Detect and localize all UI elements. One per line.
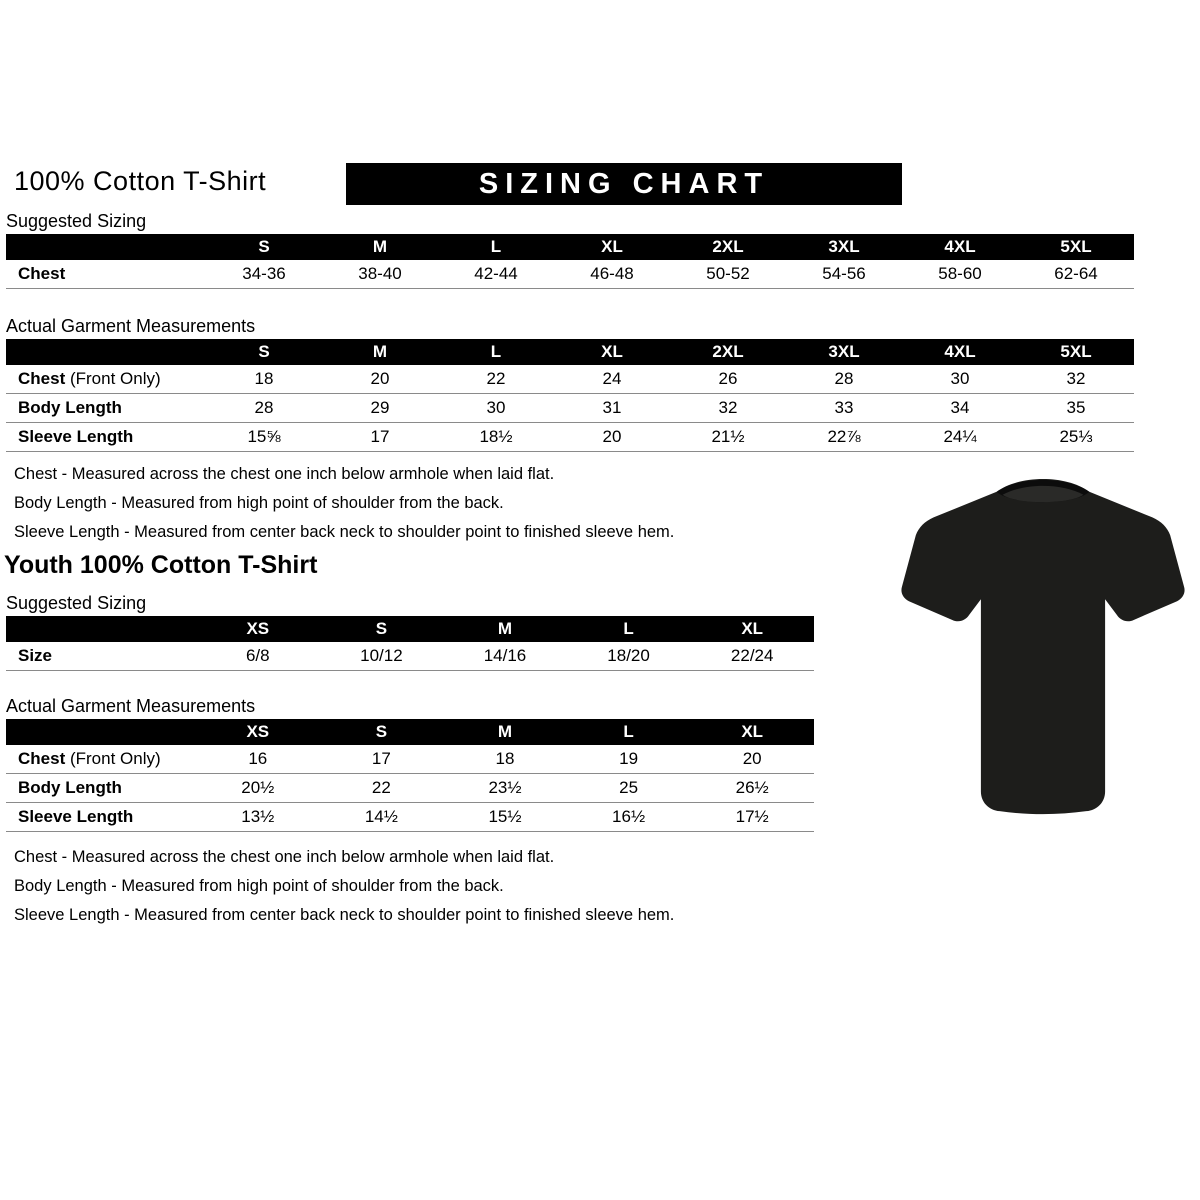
size-value-cell: 30: [902, 365, 1018, 394]
table-row: [6, 745, 814, 774]
note-sleeve-length: Sleeve Length - Measured from center back neck to shoulder point to finished sleeve hem.: [14, 906, 675, 924]
size-value-cell: 26: [670, 365, 786, 394]
header-spacer-cell: [6, 234, 206, 260]
size-value-cell: 20: [554, 423, 670, 452]
row-label: Body Length: [6, 774, 196, 803]
table-row: [6, 803, 814, 832]
size-value-cell: 20: [322, 365, 438, 394]
page-title: 100% Cotton T-Shirt: [14, 166, 267, 196]
size-value-cell: 10/12: [320, 642, 444, 671]
size-column-header: XL: [554, 234, 670, 260]
size-value-cell: 29: [322, 394, 438, 423]
size-value-cell: 33: [786, 394, 902, 423]
note-chest: Chest - Measured across the chest one inch below armhole when laid flat.: [14, 465, 555, 483]
size-value-cell: 17: [320, 745, 444, 774]
size-value-cell: 38-40: [322, 260, 438, 289]
size-value-cell: 20: [690, 745, 814, 774]
row-label: Sleeve Length: [6, 423, 206, 452]
size-column-header: L: [438, 339, 554, 365]
size-value-cell: 35: [1018, 394, 1134, 423]
youth-garment-measurements-table: [6, 719, 814, 832]
header-row: [6, 719, 814, 745]
size-column-header: S: [320, 719, 444, 745]
size-value-cell: 24: [554, 365, 670, 394]
size-value-cell: 22: [438, 365, 554, 394]
size-column-header: 2XL: [670, 339, 786, 365]
size-column-header: L: [438, 234, 554, 260]
size-column-header: 3XL: [786, 339, 902, 365]
size-value-cell: 16: [196, 745, 320, 774]
adult-garment-measurements-label: Actual Garment Measurements: [6, 316, 256, 336]
size-column-header: XL: [554, 339, 670, 365]
size-column-header: M: [322, 339, 438, 365]
header-row: [6, 234, 1134, 260]
adult-suggested-sizing-label: Suggested Sizing: [6, 211, 147, 231]
size-column-header: 4XL: [902, 234, 1018, 260]
table-row: [6, 642, 814, 671]
size-value-cell: 25: [567, 774, 691, 803]
sizing-chart-banner: SIZING CHART: [346, 163, 902, 205]
header-spacer-cell: [6, 719, 196, 745]
size-value-cell: 19: [567, 745, 691, 774]
size-value-cell: 22/24: [690, 642, 814, 671]
size-value-cell: 14½: [320, 803, 444, 832]
size-value-cell: 28: [206, 394, 322, 423]
adult-measurement-notes: [14, 460, 674, 547]
size-value-cell: 32: [670, 394, 786, 423]
size-column-header: S: [206, 339, 322, 365]
youth-garment-measurements-label: Actual Garment Measurements: [6, 696, 256, 716]
size-value-cell: 32: [1018, 365, 1134, 394]
size-value-cell: 21½: [670, 423, 786, 452]
size-value-cell: 6/8: [196, 642, 320, 671]
size-value-cell: 54-56: [786, 260, 902, 289]
size-column-header: 2XL: [670, 234, 786, 260]
youth-suggested-sizing-label: Suggested Sizing: [6, 593, 147, 613]
size-value-cell: 14/16: [443, 642, 567, 671]
size-column-header: S: [206, 234, 322, 260]
size-value-cell: 34-36: [206, 260, 322, 289]
size-value-cell: 25⅓: [1018, 423, 1134, 452]
note-body-length: Body Length - Measured from high point of shoulder from the back.: [14, 494, 504, 512]
size-column-header: L: [567, 719, 691, 745]
table-row: [6, 365, 1134, 394]
header-row: [6, 339, 1134, 365]
size-column-header: XS: [196, 719, 320, 745]
header-spacer-cell: [6, 616, 196, 642]
size-value-cell: 23½: [443, 774, 567, 803]
size-column-header: M: [443, 719, 567, 745]
row-label: Sleeve Length: [6, 803, 196, 832]
size-value-cell: 30: [438, 394, 554, 423]
size-column-header: XS: [196, 616, 320, 642]
size-column-header: 3XL: [786, 234, 902, 260]
table-row: [6, 394, 1134, 423]
size-value-cell: 13½: [196, 803, 320, 832]
size-value-cell: 16½: [567, 803, 691, 832]
size-value-cell: 46-48: [554, 260, 670, 289]
note-sleeve-length: Sleeve Length - Measured from center back neck to shoulder point to finished sleeve hem.: [14, 523, 675, 541]
size-value-cell: 62-64: [1018, 260, 1134, 289]
size-value-cell: 20½: [196, 774, 320, 803]
size-value-cell: 17: [322, 423, 438, 452]
size-value-cell: 15½: [443, 803, 567, 832]
adult-suggested-sizing-table: [6, 234, 1134, 289]
size-value-cell: 42-44: [438, 260, 554, 289]
table-row: [6, 774, 814, 803]
size-value-cell: 26½: [690, 774, 814, 803]
size-column-header: S: [320, 616, 444, 642]
table-row: [6, 260, 1134, 289]
row-label: Body Length: [6, 394, 206, 423]
size-value-cell: 28: [786, 365, 902, 394]
size-column-header: L: [567, 616, 691, 642]
size-value-cell: 18: [443, 745, 567, 774]
size-value-cell: 31: [554, 394, 670, 423]
tshirt-product-image: [898, 478, 1188, 823]
size-value-cell: 15⅝: [206, 423, 322, 452]
size-value-cell: 18/20: [567, 642, 691, 671]
size-column-header: 5XL: [1018, 339, 1134, 365]
youth-suggested-sizing-table: [6, 616, 814, 671]
size-value-cell: 22⅞: [786, 423, 902, 452]
size-column-header: XL: [690, 616, 814, 642]
size-value-cell: 50-52: [670, 260, 786, 289]
note-chest: Chest - Measured across the chest one inch below armhole when laid flat.: [14, 848, 555, 866]
note-body-length: Body Length - Measured from high point of shoulder from the back.: [14, 877, 504, 895]
header-row: [6, 616, 814, 642]
size-column-header: 5XL: [1018, 234, 1134, 260]
row-label: Size: [6, 642, 196, 671]
youth-measurement-notes: [14, 843, 674, 930]
size-column-header: XL: [690, 719, 814, 745]
size-value-cell: 18: [206, 365, 322, 394]
size-value-cell: 18½: [438, 423, 554, 452]
size-column-header: 4XL: [902, 339, 1018, 365]
size-value-cell: 58-60: [902, 260, 1018, 289]
table-row: [6, 423, 1134, 452]
row-label: Chest (Front Only): [6, 745, 196, 774]
size-value-cell: 17½: [690, 803, 814, 832]
youth-section-title: Youth 100% Cotton T-Shirt: [4, 551, 318, 579]
size-value-cell: 22: [320, 774, 444, 803]
adult-garment-measurements-table: [6, 339, 1134, 452]
size-column-header: M: [443, 616, 567, 642]
size-column-header: M: [322, 234, 438, 260]
row-label: Chest (Front Only): [6, 365, 206, 394]
size-value-cell: 34: [902, 394, 1018, 423]
size-value-cell: 24¼: [902, 423, 1018, 452]
header-spacer-cell: [6, 339, 206, 365]
row-label: Chest: [6, 260, 206, 289]
